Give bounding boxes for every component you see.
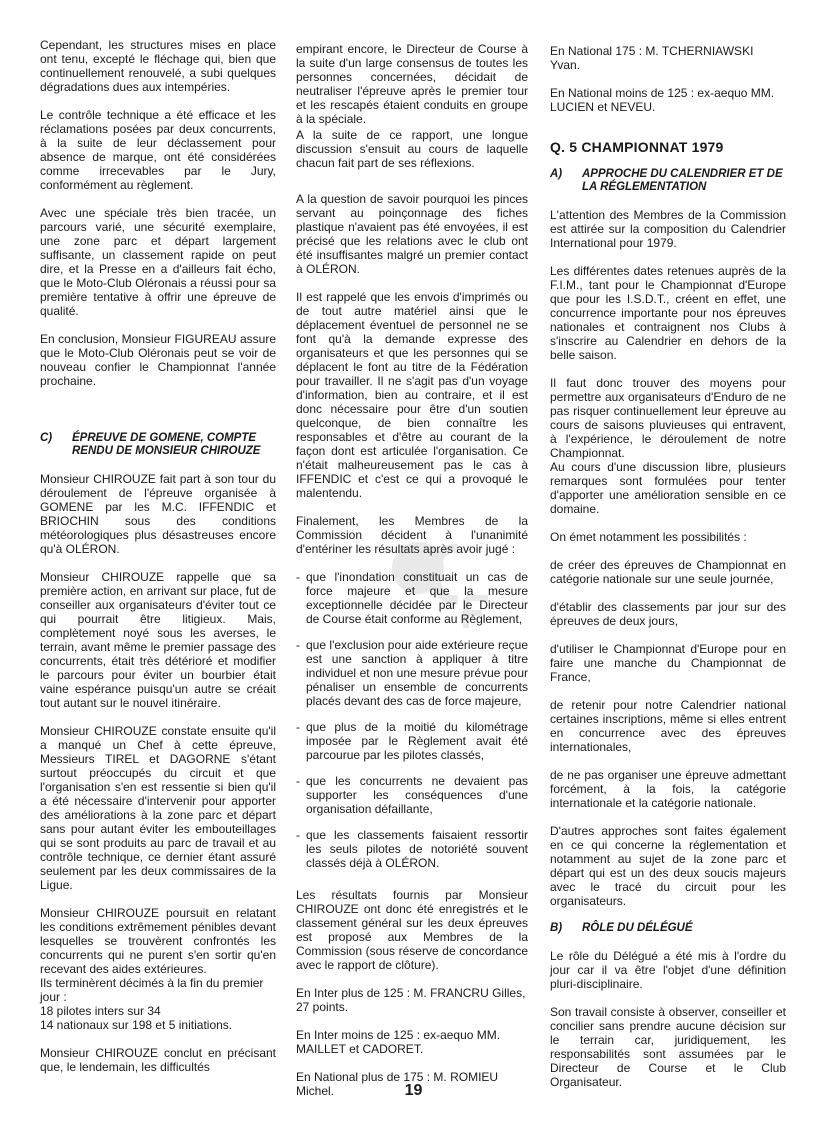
paragraph: Cependant, les structures mises en place ont tenu, excepté le fléchage qui, bien que continuellement renouvelé, a subi quelques dégradations dues aux intempéries.	[40, 38, 276, 94]
paragraph: Finalement, les Membres de la Commission décident à l'unanimité d'entériner les résultats après avoir jugé :	[296, 514, 528, 556]
paragraph: A la question de savoir pourquoi les pinces servant au poinçonnage des fiches plastique n'avaient pas été envoyées, il est précisé que les relations avec le club ont été insuffisantes malgré un premier contact à OLÉRON.	[296, 192, 528, 276]
list-item: - que plus de la moitié du kilométrage imposée par le Règlement avait été parcourue par les pilotes classés,	[296, 720, 528, 762]
paragraph: En conclusion, Monsieur FIGUREAU assure que le Moto-Club Oléronais peut se voir de nouveau confier le Championnat l'année prochaine.	[40, 332, 276, 388]
paragraph: Il est rappelé que les envois d'imprimés ou de tout autre matériel ainsi que le déplacement éventuel de personnel ne se font qu'à la demande expresse des organisateurs et que les personnes qui se déplacent le font au titre de la Fédération pour travailler. Il ne s'agit pas d'un voyage d'information, bien au contraire, et il est donc nécessaire pour être d'un soutien quelconque, de bien connaître les responsables et d'être au courant de la façon dont est articulée l'organisation. Ce n'était malheureusement pas le cas à IFFENDIC et c'est ce qui a provoqué le malentendu.	[296, 290, 528, 500]
section-label: B)	[550, 922, 563, 934]
paragraph: Monsieur CHIROUZE conclut en précisant que, le lendemain, les difficultés	[40, 1046, 276, 1074]
page-number: 19	[404, 1082, 423, 1099]
list-item: - que l'exclusion pour aide extérieure reçue est une sanction à appliquer à titre individuel et non une mesure prévue pour pénaliser un ensemble de concurrents placés devant des cas de force majeure,	[296, 638, 528, 708]
paragraph: En Inter moins de 125 : ex-aequo MM. MAILLET et CADORET.	[296, 1028, 501, 1056]
paragraph: Les résultats fournis par Monsieur CHIROUZE ont donc été enregistrés et le classement général sur les deux épreuves est proposé aux Membres de la Commission (sous réserve de concordance avec le rapport de clôture).	[296, 888, 528, 972]
column-3	[550, 44, 786, 1103]
paragraph: Monsieur CHIROUZE fait part à son tour du déroulement de l'épreuve organisée à GOMENE par les M.C. IFFENDIC et BRIOCHIN sous des conditions météorologiques plus désastreuses encore qu'à OLÉRON.	[40, 472, 276, 556]
paragraph: 18 pilotes inters sur 34	[40, 1004, 161, 1018]
paragraph: empirant encore, le Directeur de Course à la suite d'un large consensus de toutes les personnes concernées, décidait de neutraliser l'épreuve après le premier tour et les rescapés étaient conduits en groupe à la spéciale.	[296, 42, 528, 126]
paragraph: En National moins de 125 : ex-aequo MM. LUCIEN et NEVEU.	[550, 86, 775, 114]
list-item: - que l'inondation constituait un cas de force majeure et que la mesure exceptionnelle décidée par le Directeur de Course était conforme au Règlement,	[296, 570, 528, 626]
list-item: - que les concurrents ne devaient pas supporter les conséquences d'une organisation défaillante,	[296, 774, 528, 816]
section-title: APPROCHE DU CALENDRIER ET DE LA RÉGLEMENTATION	[582, 168, 783, 193]
column-1	[40, 38, 276, 1088]
paragraph: de créer des épreuves de Championnat en catégorie nationale sur une seule journée,	[550, 558, 786, 586]
paragraph: d'établir des classements par jour sur des épreuves de deux jours,	[550, 600, 786, 628]
paragraph: En National plus de 175 : M. ROMIEU Michel.	[296, 1070, 499, 1098]
section-label: A)	[550, 168, 563, 180]
paragraph: Le rôle du Délégué a été mis à l'ordre du jour car il va être l'objet d'une définition pluri-disciplinaire.	[550, 949, 786, 991]
paragraph: Le contrôle technique a été efficace et les réclamations posées par deux concurrents, à la suite de leur déclassement pour absence de marque, ont été considérées comme irrecevables par le Jury, conformément au règlement.	[40, 108, 276, 192]
paragraph: Son travail consiste à observer, conseiller et concilier sans prendre aucune décision sur le terrain car, juridiquement, les responsabilités sont assumées par le Directeur de Course et le Club Organisateur.	[550, 1005, 786, 1089]
paragraph: Monsieur CHIROUZE poursuit en relatant les conditions extrêmement pénibles devant lesquelles se trouvèrent confrontés les concurrents qui ne purent s'en sortir qu'en recevant des aides extérieures.	[40, 906, 276, 976]
section-heading-b	[550, 922, 786, 935]
paragraph: Avec une spéciale très bien tracée, un parcours varié, une sécurité exemplaire, une zone parc et départ largement suffisante, un classement rapide on peut dire, et la Presse en a d'ailleurs fait écho, que le Moto-Club Oléronais a réussi pour sa première tentative à offrir une épreuve de qualité.	[40, 206, 276, 318]
paragraph: de ne pas organiser une épreuve admettant forcément, à la fois, la catégorie internationale et la catégorie nationale.	[550, 768, 786, 810]
paragraph: Monsieur CHIROUZE rappelle que sa première action, en arrivant sur place, fut de conseiller aux organisateurs d'éviter tout ce qui pourrait être litigieux. Mais, complètement noyé sous les averses, le terrain, avant même le premier passage des concurrents, était très détérioré et modifier le parcours pour éviter un bourbier était vaine espérance puisqu'un autre se créait tout autant sur le nouvel itinéraire.	[40, 570, 276, 710]
paragraph: Au cours d'une discussion libre, plusieurs remarques sont formulées pour tenter d'apporter une amélioration sensible en ce domaine.	[550, 460, 786, 516]
section-heading-c	[40, 432, 276, 458]
paragraph: d'utiliser le Championnat d'Europe pour en faire une manche du Championnat de France,	[550, 642, 786, 684]
section-title: ÉPREUVE DE GOMENE, COMPTE RENDU DE MONSIEUR CHIROUZE	[72, 432, 261, 457]
paragraph: de retenir pour notre Calendrier national certaines inscriptions, même si elles entrent en concurrence avec des épreuves internationales,	[550, 698, 786, 754]
section-title: RÔLE DU DÉLÉGUÉ	[582, 922, 693, 934]
paragraph: En National 175 : M. TCHERNIAWSKI Yvan.	[550, 44, 754, 72]
paragraph: L'attention des Membres de la Commission est attirée sur la composition du Calendrier International pour 1979.	[550, 208, 786, 250]
paragraph: En Inter plus de 125 : M. FRANCRU Gilles, 27 points.	[296, 986, 526, 1014]
paragraph: A la suite de ce rapport, une longue discussion s'ensuit au cours de laquelle chacun fait part de ses réflexions.	[296, 128, 528, 170]
column-2	[296, 42, 528, 1112]
paragraph: Monsieur CHIROUZE constate ensuite qu'il a manqué un Chef à cette épreuve, Messieurs TIREL et DAGORNE s'étant surtout préoccupés du circuit et que l'organisation s'en est ressentie si bien qu'il a été nécessaire d'intervenir pour apporter des améliorations à la zone parc et départ sans pour autant éviter les embouteillages qui se sont produits au parc de travail et au contrôle technique, ce dernier étant assuré seulement par les deux commissaires de la Ligue.	[40, 724, 276, 892]
chapter-title: Q. 5 CHAMPIONNAT 1979	[550, 139, 724, 155]
paragraph: Les différentes dates retenues auprès de la F.I.M., tant pour le Championnat d'Europe que pour les I.S.D.T., créent en effet, une concurrence importante pour nos épreuves nationales et contraignent nos Clubs à s'inscrire au Calendrier en dehors de la belle saison.	[550, 264, 786, 362]
list-item: - que les classements faisaient ressortir les seuls pilotes de notoriété souvent classés déjà à OLÉRON.	[296, 828, 528, 870]
paragraph: 14 nationaux sur 198 et 5 initiations.	[40, 1018, 233, 1032]
paragraph: On émet notamment les possibilités :	[550, 530, 747, 544]
paragraph: Il faut donc trouver des moyens pour permettre aux organisateurs d'Enduro de ne pas risquer continuellement leur épreuve au cours de saisons pluvieuses qui entravent, à l'expérience, le déroulement de notre Championnat.	[550, 376, 786, 460]
section-heading-a	[550, 168, 786, 194]
section-label: C)	[40, 432, 53, 444]
paragraph: Ils terminèrent décimés à la fin du premier jour :	[40, 976, 264, 1004]
paragraph: D'autres approches sont faites également en ce qui concerne la réglementation et notamment au sujet de la zone parc et départ qui est un des deux soucis majeurs avec le tracé du circuit pour les organisateurs.	[550, 824, 786, 908]
